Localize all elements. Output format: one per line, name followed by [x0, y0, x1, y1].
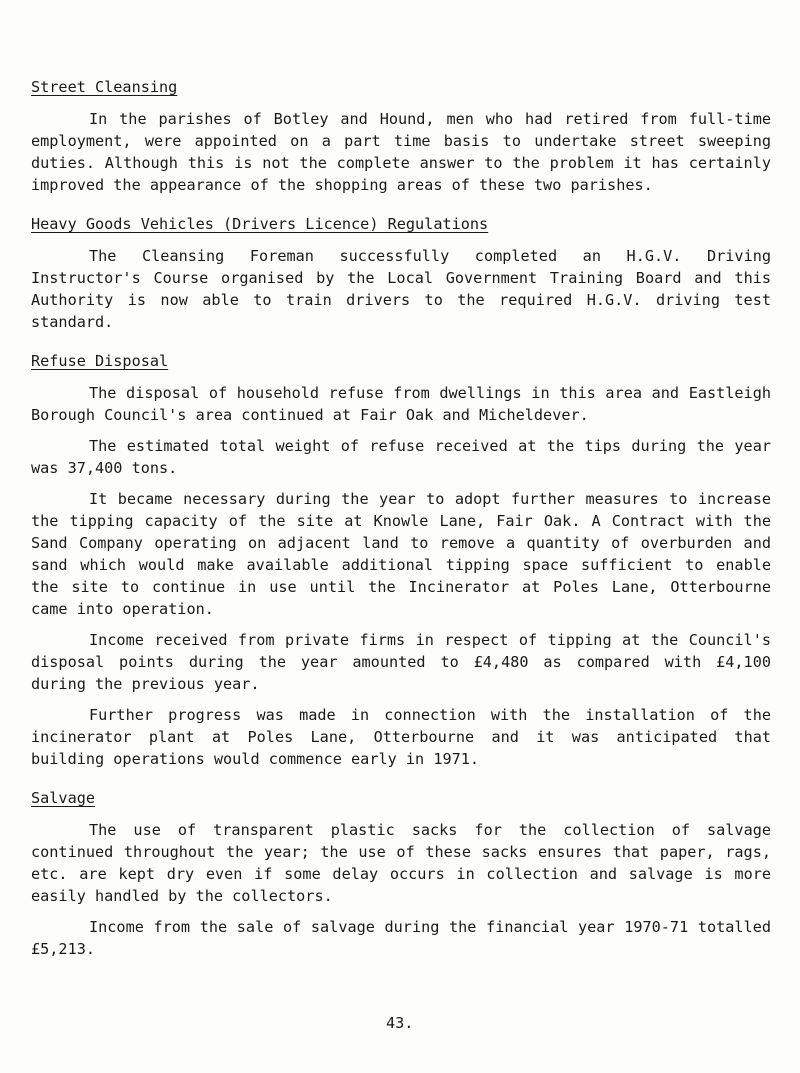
- paragraph-refuse-disposal-2: The estimated total weight of refuse received at the tips during the year was 37,400 tons.: [31, 437, 771, 477]
- heading-salvage: Salvage: [31, 789, 96, 807]
- paragraph-hgv-regulations: The Cleansing Foreman successfully completed an H.G.V. Driving Instructor's Course organised by the Local Government Training Board and this Authority is now able to train drivers to the required H.G.V. driving test standard.: [31, 247, 771, 331]
- paragraph-salvage-2: Income from the sale of salvage during the financial year 1970-71 totalled £5,213.: [31, 918, 771, 958]
- document-page: [31, 74, 771, 969]
- paragraph-refuse-disposal-3: It became necessary during the year to adopt further measures to increase the tipping capacity of the site at Knowle Lane, Fair Oak. A Contract with the Sand Company operating on adjacent land to remove a quantity of overburden and sand which would make available additional tipping space sufficient to enable the site to continue in use until the Incinerator at Poles Lane, Otterbourne came into operation.: [31, 490, 771, 618]
- paragraph-refuse-disposal-1: The disposal of household refuse from dwellings in this area and Eastleigh Borough Council's area continued at Fair Oak and Micheldever.: [31, 384, 771, 424]
- paragraph-salvage-1: The use of transparent plastic sacks for the collection of salvage continued throughout the year; the use of these sacks ensures that paper, rags, etc. are kept dry even if some delay occurs in collection and salvage is more easily handled by the collectors.: [31, 821, 771, 905]
- heading-street-cleansing: Street Cleansing: [31, 78, 178, 96]
- heading-refuse-disposal: Refuse Disposal: [31, 352, 169, 370]
- heading-hgv-regulations: Heavy Goods Vehicles (Drivers Licence) Regulations: [31, 215, 489, 233]
- paragraph-refuse-disposal-4: Income received from private firms in respect of tipping at the Council's disposal points during the year amounted to £4,480 as compared with £4,100 during the previous year.: [31, 631, 771, 693]
- paragraph-street-cleansing: In the parishes of Botley and Hound, men who had retired from full-time employment, were appointed on a part time basis to undertake street sweeping duties. Although this is not the complete answer to the problem it has certainly improved the appearance of the shopping areas of these two parishes.: [31, 110, 771, 194]
- paragraph-refuse-disposal-5: Further progress was made in connection with the installation of the incinerator plant at Poles Lane, Otterbourne and it was anticipated that building operations would commence early in 1971.: [31, 706, 771, 768]
- page-number: 43.: [386, 1014, 414, 1032]
